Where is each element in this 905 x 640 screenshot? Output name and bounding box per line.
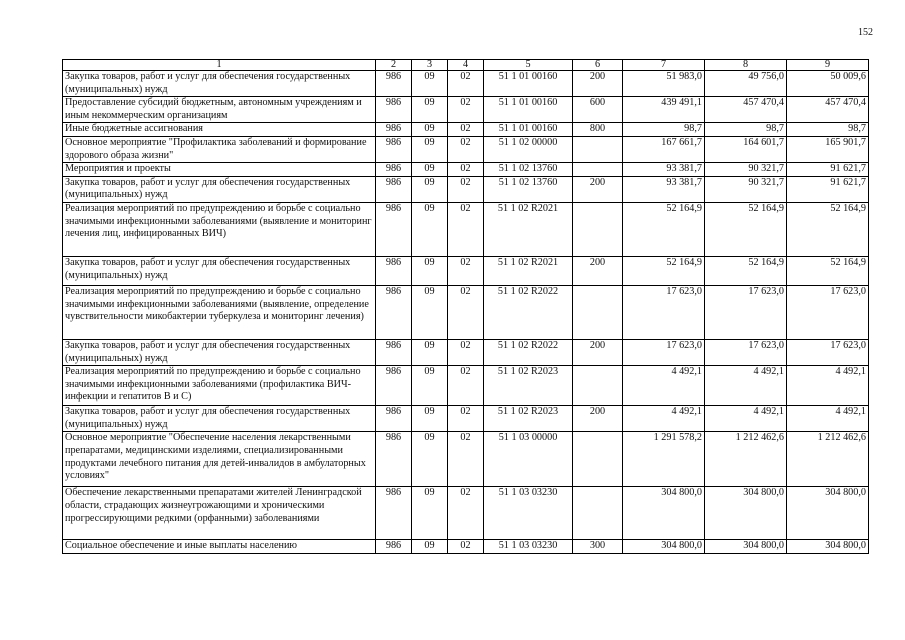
- cell-c5: 51 1 03 03230: [484, 540, 573, 554]
- cell-c4: 02: [448, 176, 484, 202]
- cell-c3: 09: [412, 366, 448, 406]
- column-header: 7: [623, 60, 705, 71]
- column-header: 3: [412, 60, 448, 71]
- cell-c7: 51 983,0: [623, 71, 705, 97]
- cell-c2: 986: [376, 487, 412, 540]
- cell-c4: 02: [448, 97, 484, 123]
- budget-table: [62, 59, 869, 554]
- cell-c3: 09: [412, 432, 448, 487]
- cell-c3: 09: [412, 256, 448, 285]
- header-row: [63, 60, 869, 71]
- cell-c6: 200: [573, 256, 623, 285]
- cell-c2: 986: [376, 163, 412, 177]
- cell-c9: 304 800,0: [787, 487, 869, 540]
- cell-c9: 52 164,9: [787, 256, 869, 285]
- cell-c5: 51 1 02 00000: [484, 136, 573, 162]
- cell-c7: 304 800,0: [623, 540, 705, 554]
- cell-c4: 02: [448, 487, 484, 540]
- cell-c3: 09: [412, 136, 448, 162]
- cell-c3: 09: [412, 176, 448, 202]
- cell-c5: 51 1 02 13760: [484, 163, 573, 177]
- row-name: Обеспечение лекарственными препаратами жителей Ленинградской области, страдающих жизнеугрожающими и хроническими прогрессирующими редкими (орфанными) заболеваниями: [63, 487, 376, 540]
- cell-c7: 4 492,1: [623, 406, 705, 432]
- column-header: 5: [484, 60, 573, 71]
- cell-c6: 600: [573, 97, 623, 123]
- column-header: 9: [787, 60, 869, 71]
- cell-c9: 165 901,7: [787, 136, 869, 162]
- cell-c3: 09: [412, 339, 448, 365]
- cell-c8: 164 601,7: [705, 136, 787, 162]
- row-name: Реализация мероприятий по предупреждению и борьбе с социально значимыми инфекционными заболеваниями (выявление, определение чувствительности микобактерии туберкулеза и мониторинг лечения): [63, 285, 376, 339]
- cell-c7: 98,7: [623, 123, 705, 137]
- table-row: [63, 432, 869, 487]
- cell-c8: 49 756,0: [705, 71, 787, 97]
- cell-c9: 98,7: [787, 123, 869, 137]
- row-name: Иные бюджетные ассигнования: [63, 123, 376, 137]
- cell-c9: 91 621,7: [787, 163, 869, 177]
- cell-c8: 52 164,9: [705, 202, 787, 256]
- cell-c2: 986: [376, 256, 412, 285]
- table-row: [63, 97, 869, 123]
- cell-c8: 98,7: [705, 123, 787, 137]
- cell-c3: 09: [412, 97, 448, 123]
- cell-c3: 09: [412, 202, 448, 256]
- cell-c6: [573, 202, 623, 256]
- cell-c2: 986: [376, 432, 412, 487]
- cell-c6: [573, 285, 623, 339]
- cell-c6: 200: [573, 176, 623, 202]
- cell-c8: 4 492,1: [705, 366, 787, 406]
- cell-c2: 986: [376, 406, 412, 432]
- cell-c5: 51 1 02 R2022: [484, 285, 573, 339]
- cell-c8: 90 321,7: [705, 163, 787, 177]
- cell-c4: 02: [448, 406, 484, 432]
- cell-c4: 02: [448, 136, 484, 162]
- table-row: [63, 256, 869, 285]
- cell-c7: 1 291 578,2: [623, 432, 705, 487]
- row-name: Закупка товаров, работ и услуг для обеспечения государственных (муниципальных) нужд: [63, 339, 376, 365]
- cell-c5: 51 1 01 00160: [484, 123, 573, 137]
- cell-c7: 439 491,1: [623, 97, 705, 123]
- cell-c8: 304 800,0: [705, 540, 787, 554]
- cell-c2: 986: [376, 540, 412, 554]
- table-row: [63, 202, 869, 256]
- page-number: 152: [858, 27, 873, 38]
- cell-c4: 02: [448, 163, 484, 177]
- cell-c3: 09: [412, 406, 448, 432]
- cell-c2: 986: [376, 339, 412, 365]
- cell-c9: 17 623,0: [787, 339, 869, 365]
- cell-c8: 4 492,1: [705, 406, 787, 432]
- cell-c7: 304 800,0: [623, 487, 705, 540]
- table-row: [63, 71, 869, 97]
- cell-c7: 4 492,1: [623, 366, 705, 406]
- cell-c5: 51 1 01 00160: [484, 71, 573, 97]
- cell-c7: 93 381,7: [623, 176, 705, 202]
- cell-c3: 09: [412, 487, 448, 540]
- cell-c7: 167 661,7: [623, 136, 705, 162]
- cell-c6: [573, 163, 623, 177]
- cell-c4: 02: [448, 285, 484, 339]
- cell-c2: 986: [376, 71, 412, 97]
- column-header: 4: [448, 60, 484, 71]
- cell-c9: 457 470,4: [787, 97, 869, 123]
- cell-c4: 02: [448, 432, 484, 487]
- row-name: Мероприятия и проекты: [63, 163, 376, 177]
- table-body: [63, 71, 869, 554]
- table-row: [63, 540, 869, 554]
- row-name: Закупка товаров, работ и услуг для обеспечения государственных (муниципальных) нужд: [63, 71, 376, 97]
- cell-c8: 17 623,0: [705, 285, 787, 339]
- row-name: Закупка товаров, работ и услуг для обеспечения государственных (муниципальных) нужд: [63, 176, 376, 202]
- cell-c2: 986: [376, 285, 412, 339]
- cell-c7: 93 381,7: [623, 163, 705, 177]
- cell-c6: 200: [573, 406, 623, 432]
- row-name: Основное мероприятие "Профилактика заболеваний и формирование здорового образа жизни": [63, 136, 376, 162]
- cell-c9: 4 492,1: [787, 406, 869, 432]
- cell-c7: 17 623,0: [623, 285, 705, 339]
- column-header: 2: [376, 60, 412, 71]
- cell-c5: 51 1 02 13760: [484, 176, 573, 202]
- cell-c8: 1 212 462,6: [705, 432, 787, 487]
- cell-c9: 50 009,6: [787, 71, 869, 97]
- cell-c4: 02: [448, 71, 484, 97]
- row-name: Закупка товаров, работ и услуг для обеспечения государственных (муниципальных) нужд: [63, 406, 376, 432]
- cell-c9: 52 164,9: [787, 202, 869, 256]
- cell-c8: 457 470,4: [705, 97, 787, 123]
- column-header: 1: [63, 60, 376, 71]
- cell-c2: 986: [376, 123, 412, 137]
- cell-c6: [573, 366, 623, 406]
- cell-c2: 986: [376, 176, 412, 202]
- cell-c9: 304 800,0: [787, 540, 869, 554]
- cell-c3: 09: [412, 285, 448, 339]
- cell-c9: 1 212 462,6: [787, 432, 869, 487]
- cell-c5: 51 1 01 00160: [484, 97, 573, 123]
- cell-c6: [573, 432, 623, 487]
- cell-c4: 02: [448, 202, 484, 256]
- cell-c2: 986: [376, 366, 412, 406]
- cell-c7: 17 623,0: [623, 339, 705, 365]
- cell-c5: 51 1 03 00000: [484, 432, 573, 487]
- cell-c5: 51 1 03 03230: [484, 487, 573, 540]
- cell-c3: 09: [412, 71, 448, 97]
- column-header: 8: [705, 60, 787, 71]
- cell-c6: 200: [573, 71, 623, 97]
- table-row: [63, 123, 869, 137]
- column-header: 6: [573, 60, 623, 71]
- cell-c9: 17 623,0: [787, 285, 869, 339]
- row-name: Социальное обеспечение и иные выплаты населению: [63, 540, 376, 554]
- row-name: Основное мероприятие "Обеспечение населения лекарственными препаратами, медицинскими изделиями, специализированными продуктами лечебного питания для детей-инвалидов в амбулаторных условиях": [63, 432, 376, 487]
- cell-c6: 300: [573, 540, 623, 554]
- cell-c8: 90 321,7: [705, 176, 787, 202]
- cell-c5: 51 1 02 R2021: [484, 202, 573, 256]
- cell-c4: 02: [448, 540, 484, 554]
- cell-c4: 02: [448, 256, 484, 285]
- table-row: [63, 136, 869, 162]
- cell-c5: 51 1 02 R2022: [484, 339, 573, 365]
- cell-c8: 52 164,9: [705, 256, 787, 285]
- cell-c6: 200: [573, 339, 623, 365]
- cell-c3: 09: [412, 540, 448, 554]
- cell-c7: 52 164,9: [623, 256, 705, 285]
- table-row: [63, 163, 869, 177]
- cell-c5: 51 1 02 R2023: [484, 366, 573, 406]
- row-name: Реализация мероприятий по предупреждению и борьбе с социально значимыми инфекционными заболеваниями (выявление и мониторинг лечения лиц, инфицированных ВИЧ): [63, 202, 376, 256]
- cell-c8: 304 800,0: [705, 487, 787, 540]
- cell-c8: 17 623,0: [705, 339, 787, 365]
- cell-c4: 02: [448, 123, 484, 137]
- cell-c4: 02: [448, 339, 484, 365]
- cell-c2: 986: [376, 97, 412, 123]
- cell-c5: 51 1 02 R2021: [484, 256, 573, 285]
- cell-c9: 4 492,1: [787, 366, 869, 406]
- cell-c7: 52 164,9: [623, 202, 705, 256]
- cell-c3: 09: [412, 163, 448, 177]
- cell-c2: 986: [376, 136, 412, 162]
- cell-c3: 09: [412, 123, 448, 137]
- table-row: [63, 176, 869, 202]
- table-row: [63, 487, 869, 540]
- cell-c9: 91 621,7: [787, 176, 869, 202]
- row-name: Закупка товаров, работ и услуг для обеспечения государственных (муниципальных) нужд: [63, 256, 376, 285]
- cell-c4: 02: [448, 366, 484, 406]
- table-row: [63, 366, 869, 406]
- row-name: Предоставление субсидий бюджетным, автономным учреждениям и иным некоммерческим организациям: [63, 97, 376, 123]
- cell-c6: [573, 136, 623, 162]
- row-name: Реализация мероприятий по предупреждению и борьбе с социально значимыми инфекционными заболеваниями (профилактика ВИЧ-инфекции и гепатитов В и С): [63, 366, 376, 406]
- cell-c6: 800: [573, 123, 623, 137]
- table-row: [63, 339, 869, 365]
- table-row: [63, 406, 869, 432]
- cell-c2: 986: [376, 202, 412, 256]
- cell-c6: [573, 487, 623, 540]
- cell-c5: 51 1 02 R2023: [484, 406, 573, 432]
- table-row: [63, 285, 869, 339]
